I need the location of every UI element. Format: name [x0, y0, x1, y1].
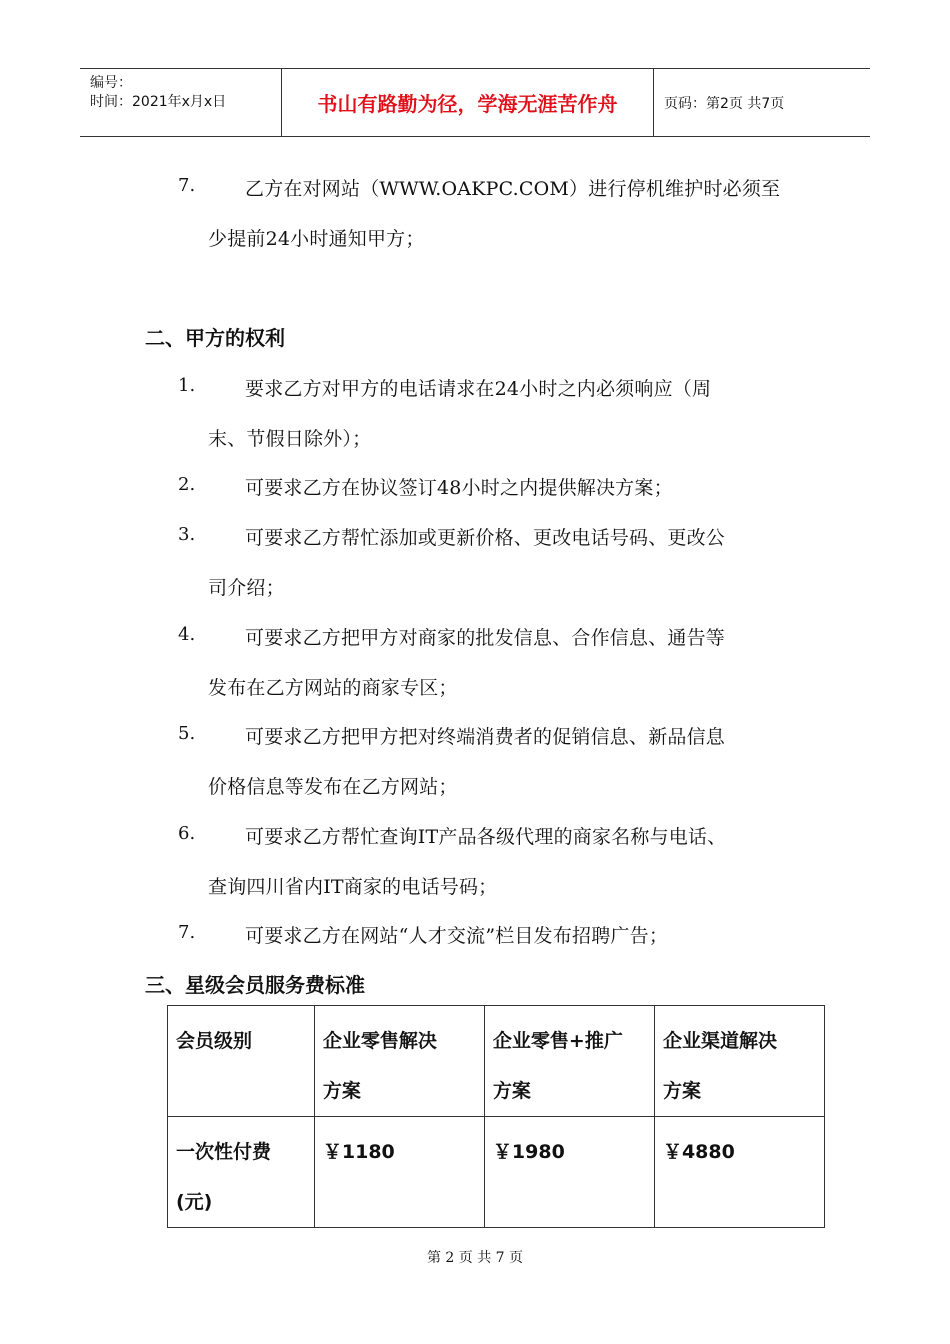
table-cell: ￥4880: [654, 1117, 824, 1228]
table-cell: 一次性付费 (元): [168, 1117, 315, 1228]
item-text-cont: 查询四川省内IT商家的电话号码；: [208, 876, 498, 898]
section-title: 二、甲方的权利: [145, 326, 285, 350]
item-number: 3.: [178, 524, 196, 545]
header-motto: 书山有路勤为径，学海无涯苦作舟: [282, 69, 654, 136]
item-text-cont: 发布在乙方网站的商家专区；: [208, 677, 458, 699]
table-header-cell: 企业零售解决 方案: [314, 1006, 484, 1117]
item-text: 可要求乙方把甲方把对终端消费者的促销信息、新品信息: [245, 726, 726, 748]
table-row: [168, 1117, 825, 1228]
item-number: 7.: [178, 175, 196, 196]
item-text: 可要求乙方在网站“人才交流”栏目发布招聘广告；: [245, 925, 669, 947]
section-title: 三、星级会员服务费标准: [145, 973, 365, 997]
item-number: 2.: [178, 474, 196, 495]
item-text: 可要求乙方帮忙查询IT产品各级代理的商家名称与电话、: [245, 826, 727, 848]
item-text: 要求乙方对甲方的电话请求在24小时之内必须响应（周: [245, 378, 712, 400]
item-number: 4.: [178, 624, 196, 645]
fee-table: [167, 1005, 825, 1228]
header-page-info: 页码：第2页 共7页: [664, 95, 785, 112]
item-text-cont: 少提前24小时通知甲方；: [208, 228, 425, 250]
item-number: 1.: [178, 375, 196, 396]
item-number: 6.: [178, 823, 196, 844]
item-text: 可要求乙方帮忙添加或更新价格、更改电话号码、更改公: [245, 527, 726, 549]
table-header-cell: 企业零售+推广 方案: [484, 1006, 654, 1117]
item-text-cont: 司介绍；: [208, 577, 285, 599]
item-text: 可要求乙方在协议签订48小时之内提供解决方案；: [245, 477, 673, 499]
item-text: 可要求乙方把甲方对商家的批发信息、合作信息、通告等: [245, 627, 726, 649]
header-meta: [80, 69, 282, 136]
table-cell: ￥1980: [484, 1117, 654, 1228]
item-number: 7.: [178, 922, 196, 943]
table-row: [168, 1006, 825, 1117]
page-footer: 第 2 页 共 7 页: [426, 1250, 524, 1266]
header-number-label: 编号：: [90, 75, 132, 91]
item-number: 5.: [178, 723, 196, 744]
table-header-cell: 企业渠道解决 方案: [654, 1006, 824, 1117]
table-cell: ￥1180: [314, 1117, 484, 1228]
page-header: [80, 68, 870, 137]
item-text-cont: 价格信息等发布在乙方网站；: [208, 776, 458, 798]
header-time-label: 时间：2021年x月x日: [90, 94, 227, 110]
item-text: 乙方在对网站（WWW.OAKPC.COM）进行停机维护时必须至: [245, 178, 781, 200]
table-header-cell: 会员级别: [168, 1006, 315, 1117]
item-text-cont: 末、节假日除外）；: [208, 428, 372, 450]
